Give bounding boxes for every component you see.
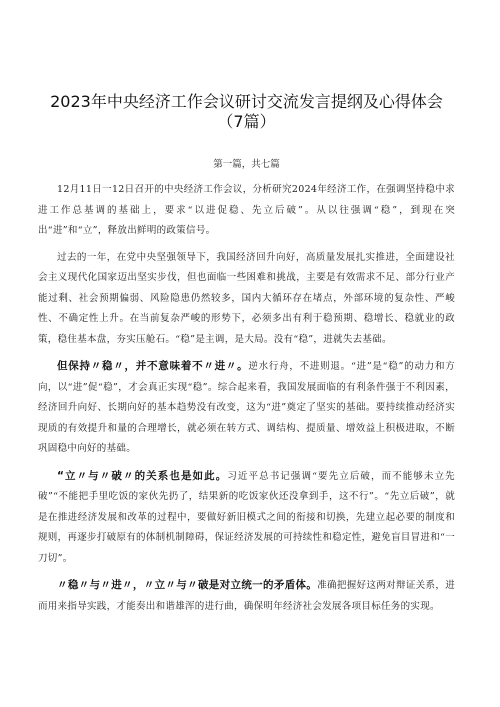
paragraph-lead: 〃稳〃与〃进〃，〃立〃与〃破是对立统一的矛盾体。 [57, 579, 318, 591]
document-subtitle: 第一篇，共七篇 [213, 159, 280, 170]
paragraph-text: 12月11日一12日召开的中央经济工作会议，分析研究2024年经济工作，在强调坚持稳中求进工作总基调的基础上，要求“以进促稳、先立后破”。从以往强调“稳”，到现在突出“进”和“立”，释放出鲜明的政策信号。 [38, 184, 455, 236]
paragraph-5 [38, 575, 455, 617]
paragraph-text: 过去的一年，在党中央坚强领导下，我国经济回升向好，高质量发展扎实推进，全面建设社会主义现代化国家迈出坚实步伐，但也面临一些困难和挑战，主要是有效需求不足、部分行业产能过剩、社会预期偏弱、风险隐患仍然较多，国内大循环存在堵点，外部环境的复杂性、严峻性、不确定性上升。在当前复杂严峻的形势下，必须多出有利于稳预期、稳增长、稳就业的政策，稳住基本盘，夯实压舱石。“稳”是主调，是大局。没有“稳”，进就失去基础。 [38, 251, 455, 345]
paragraph-text: 逆水行舟，不进则退。“进”是“稳”的动力和方向，以“进”促“稳”，才会真正实现“稳”。综合起来看，我国发展面临的有利条件强于不利因素，经济回升向好、长期向好的基本趋势没有改变，这为“进”奠定了坚实的基础。要持续推动经济实现质的有效提升和量的合理增长，就必须在转方式、调结构、提质量、增效益上积极进取，不断巩固稳中向好的基础。 [38, 361, 455, 454]
paragraph-lead: 但保持〃稳〃，并不意味着不〃进〃。 [57, 360, 249, 372]
paragraph-1 [38, 180, 455, 242]
paragraph-2 [38, 248, 455, 351]
paragraph-lead: “立〃与〃破〃的关系也是如此。 [57, 469, 228, 482]
paragraph-4 [38, 466, 455, 570]
paragraph-text: 习近平总书记强调“要先立后破，而不能够未立先破”“不能把手里吃饭的家伙先扔了，结果新的吃饭家伙还没拿到手，这不行”。“先立后破”，就是在推进经济发展和改革的过程中，要做好新旧模式之间的衔接和切换，先建立起必要的制度和规则，再逐步打破原有的体制机制障碍，保证经济发展的可持续性和稳定性，避免盲目冒进和“一刀切”。 [38, 470, 455, 564]
paragraph-text: 准确把握好这两对辩证关系，进而用来指导实践，才能奏出和谐雄浑的进行曲，确保明年经济社会发展各项目标任务的实现。 [38, 580, 455, 612]
document-body [38, 180, 455, 617]
document-title: 2023年中央经济工作会议研讨交流发言提纲及心得体会（7篇） [50, 92, 443, 131]
paragraph-3 [38, 356, 455, 460]
